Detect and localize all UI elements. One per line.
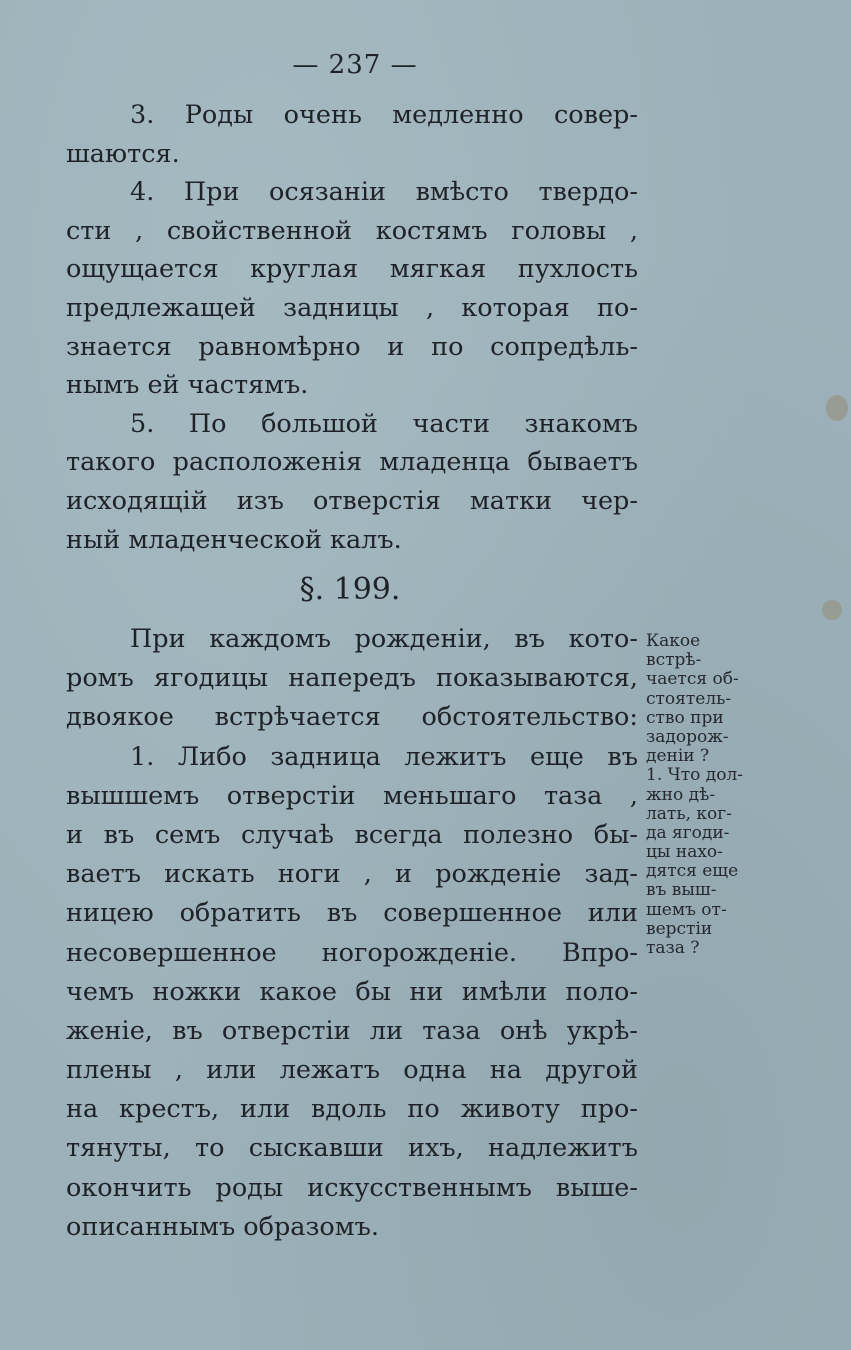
paragraphs-section-199 (66, 620, 638, 1247)
margin-note-line: 1. Что дол- (646, 765, 744, 786)
text-line: плены , или лежатъ одна на другой (66, 1055, 638, 1086)
margin-note-line: таза ? (646, 938, 700, 958)
margin-note-line: шемъ от- (646, 899, 727, 920)
margin-note-line: лать, ког- (646, 803, 732, 824)
margin-note-line: встрѣ- (646, 650, 702, 671)
text-line: вышшемъ отверстіи меньшаго таза , (66, 780, 638, 811)
margin-note-line: деніи ? (646, 746, 710, 767)
margin-note-line: цы нахо- (646, 842, 723, 863)
text-line: сти , свойственной костямъ головы , (66, 215, 638, 246)
text-line: знается равномѣрно и по сопредѣль- (66, 331, 638, 362)
margin-note-line: задорож- (646, 726, 729, 747)
text-line: тянуты, то сыскавши ихъ, надлежитъ (66, 1133, 638, 1164)
page-number: — 237 — (292, 50, 418, 80)
text-line: 5. По большой части знакомъ (130, 408, 638, 439)
text-line: описаннымъ образомъ. (66, 1211, 379, 1242)
text-line: ощущается круглая мягкая пухлость (66, 254, 638, 285)
paper-stain (826, 395, 848, 421)
text-line: предлежащей задницы , которая по- (66, 292, 638, 323)
text-line: При каждомъ рожденіи, въ кото- (130, 624, 638, 654)
text-line: ваетъ искать ноги , и рожденіе зад- (66, 859, 638, 890)
text-line: на крестъ, или вдоль по животу про- (66, 1094, 638, 1125)
text-line: шаются. (66, 138, 180, 169)
text-line: ницею обратить въ совершенное или (66, 898, 638, 929)
text-line: двоякое встрѣчается обстоятельство: (66, 702, 638, 733)
margin-note-line: Какое (646, 631, 701, 651)
margin-note-line: верстіи (646, 918, 713, 939)
text-line: 3. Роды очень медленно совер- (130, 100, 638, 130)
margin-note-line: да ягоди- (646, 822, 730, 843)
text-line: женіе, въ отверстіи ли таза онѣ укрѣ- (66, 1015, 638, 1046)
text-line: и въ семъ случаѣ всегда полезно бы- (66, 819, 638, 850)
text-line: такого расположенія младенца бываетъ (66, 447, 638, 478)
text-line: 1. Либо задница лежитъ еще въ (130, 741, 638, 772)
text-line: окончить роды искусственнымъ выше- (66, 1172, 638, 1203)
text-line: несовершенное ногорожденіе. Впро- (66, 937, 638, 968)
margin-note (646, 632, 776, 958)
text-line: чемъ ножки какое бы ни имѣли поло- (66, 976, 638, 1007)
text-line: ромъ ягодицы напередъ показываются, (66, 663, 638, 694)
margin-note-line: стоятель- (646, 688, 732, 709)
paragraphs-top (66, 96, 638, 559)
margin-note-line: ство при (646, 707, 724, 728)
margin-note-line: жно дѣ- (646, 784, 716, 805)
margin-note-line: чается об- (646, 669, 739, 690)
section-heading: §. 199. (299, 572, 401, 607)
text-line: 4. При осязаніи вмѣсто твердо- (130, 177, 638, 208)
paper-stain (822, 600, 842, 620)
text-line: исходящій изъ отверстія матки чер- (66, 485, 638, 516)
text-line: ный младенческой калъ. (66, 524, 402, 555)
margin-note-line: дятся еще (646, 861, 739, 882)
text-line: нымъ ей частямъ. (66, 370, 309, 401)
margin-note-line: въ выш- (646, 880, 717, 901)
